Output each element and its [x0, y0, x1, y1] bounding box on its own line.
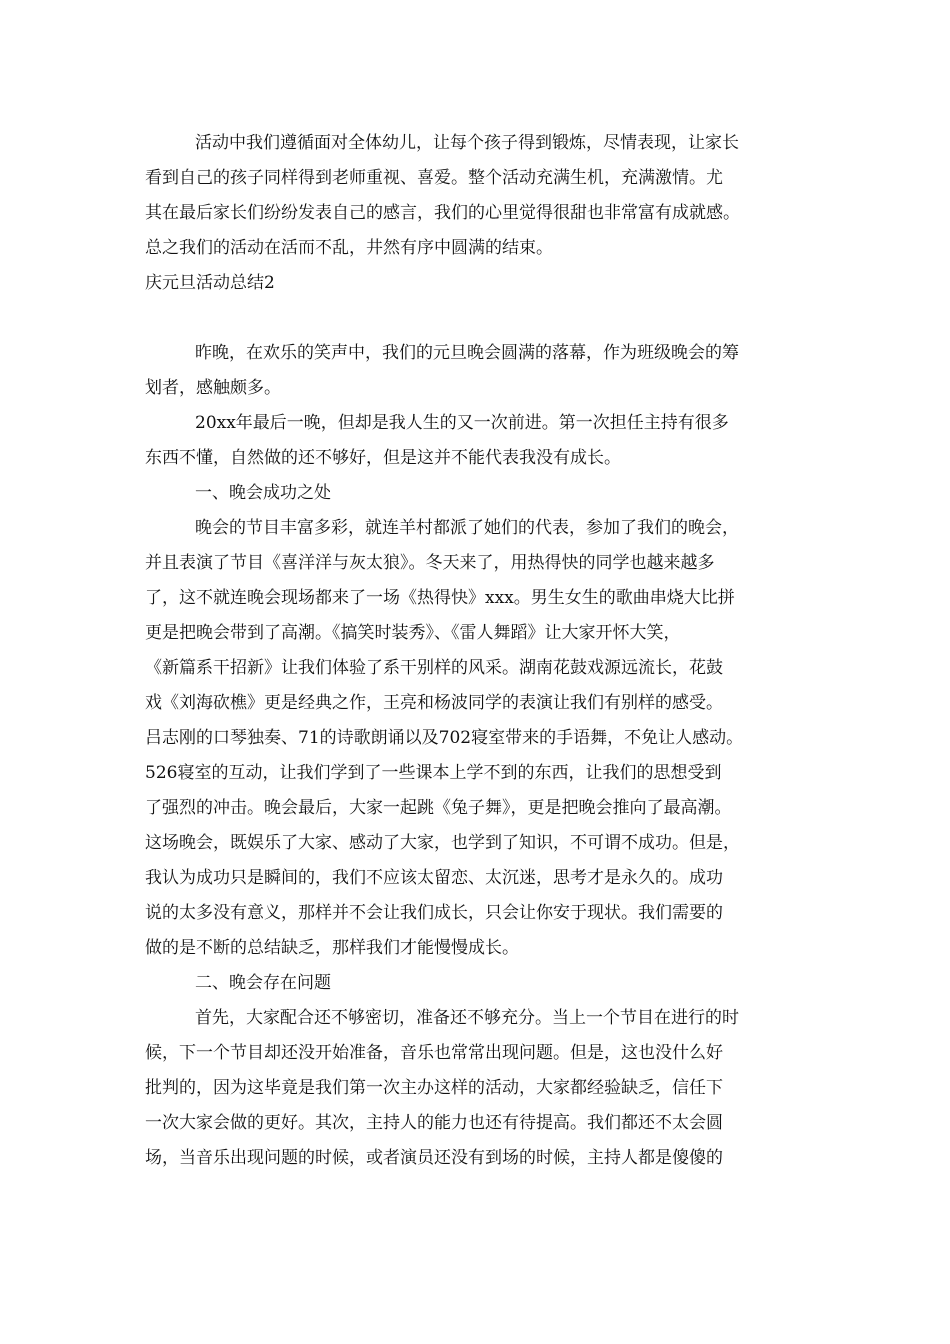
paragraph-line: 并且表演了节目《喜洋洋与灰太狼》。冬天来了，用热得快的同学也越来越多 — [145, 553, 715, 573]
paragraph-line: 我认为成功只是瞬间的，我们不应该太留恋、太沉迷，思考才是永久的。成功 — [145, 868, 723, 888]
paragraph-line: 《新篇系干招新》让我们体验了系干别样的风采。湖南花鼓戏源远流长，花鼓 — [145, 658, 723, 678]
paragraph-line: 看到自己的孩子同样得到老师重视、喜爱。整个活动充满生机，充满激情。尤 — [145, 168, 723, 188]
paragraph-line: 了强烈的冲击。晚会最后，大家一起跳《兔子舞》，更是把晚会推向了最高潮。 — [145, 798, 732, 818]
document-page — [145, 126, 810, 1176]
paragraph-line: 划者，感触颇多。 — [145, 378, 281, 398]
paragraph-line: 晚会的节目丰富多彩，就连羊村都派了她们的代表，参加了我们的晚会， — [195, 518, 739, 538]
paragraph-line: 了，这不就连晚会现场都来了一场《热得快》xxx。男生女生的歌曲串烧大比拼 — [145, 588, 735, 608]
paragraph-line: 526寝室的互动，让我们学到了一些课本上学不到的东西，让我们的思想受到 — [145, 763, 722, 783]
section-title: 庆元旦活动总结2 — [145, 273, 275, 293]
paragraph-line: 首先，大家配合还不够密切，准备还不够充分。当上一个节目在进行的时 — [195, 1008, 739, 1028]
paragraph-line: 吕志刚的口琴独奏、71的诗歌朗诵以及702寝室带来的手语舞，不免让人感动。 — [145, 728, 744, 748]
paragraph-line: 其在最后家长们纷纷发表自己的感言，我们的心里觉得很甜也非常富有成就感。 — [145, 203, 740, 223]
paragraph-line: 一次大家会做的更好。其次，主持人的能力也还有待提高。我们都还不太会圆 — [145, 1113, 723, 1133]
paragraph-line: 总之我们的活动在活而不乱，井然有序中圆满的结束。 — [145, 238, 553, 258]
paragraph-line: 说的太多没有意义，那样并不会让我们成长，只会让你安于现状。我们需要的 — [145, 903, 723, 923]
subheading: 一、晚会成功之处 — [195, 483, 331, 503]
paragraph-line: 戏《刘海砍樵》更是经典之作，王亮和杨波同学的表演让我们有别样的感受。 — [145, 693, 723, 713]
paragraph-line: 这场晚会，既娱乐了大家、感动了大家，也学到了知识，不可谓不成功。但是， — [145, 833, 740, 853]
paragraph-line: 做的是不断的总结缺乏，那样我们才能慢慢成长。 — [145, 938, 519, 958]
paragraph-line: 20xx年最后一晚，但却是我人生的又一次前进。第一次担任主持有很多 — [195, 413, 729, 433]
paragraph-line: 更是把晚会带到了高潮。《搞笑时装秀》、《雷人舞蹈》让大家开怀大笑， — [145, 623, 681, 643]
paragraph-line: 场，当音乐出现问题的时候，或者演员还没有到场的时候，主持人都是傻傻的 — [145, 1148, 723, 1168]
paragraph-line: 候，下一个节目却还没开始准备，音乐也常常出现问题。但是，这也没什么好 — [145, 1043, 723, 1063]
blank-line — [145, 301, 810, 336]
paragraph-line: 批判的，因为这毕竟是我们第一次主办这样的活动，大家都经验缺乏，信任下 — [145, 1078, 723, 1098]
subheading: 二、晚会存在问题 — [195, 973, 331, 993]
paragraph-line: 活动中我们遵循面对全体幼儿，让每个孩子得到锻炼，尽情表现，让家长 — [195, 133, 739, 153]
paragraph-line: 东西不懂，自然做的还不够好，但是这并不能代表我没有成长。 — [145, 448, 621, 468]
paragraph-line: 昨晚，在欢乐的笑声中，我们的元旦晚会圆满的落幕，作为班级晚会的筹 — [195, 343, 739, 363]
